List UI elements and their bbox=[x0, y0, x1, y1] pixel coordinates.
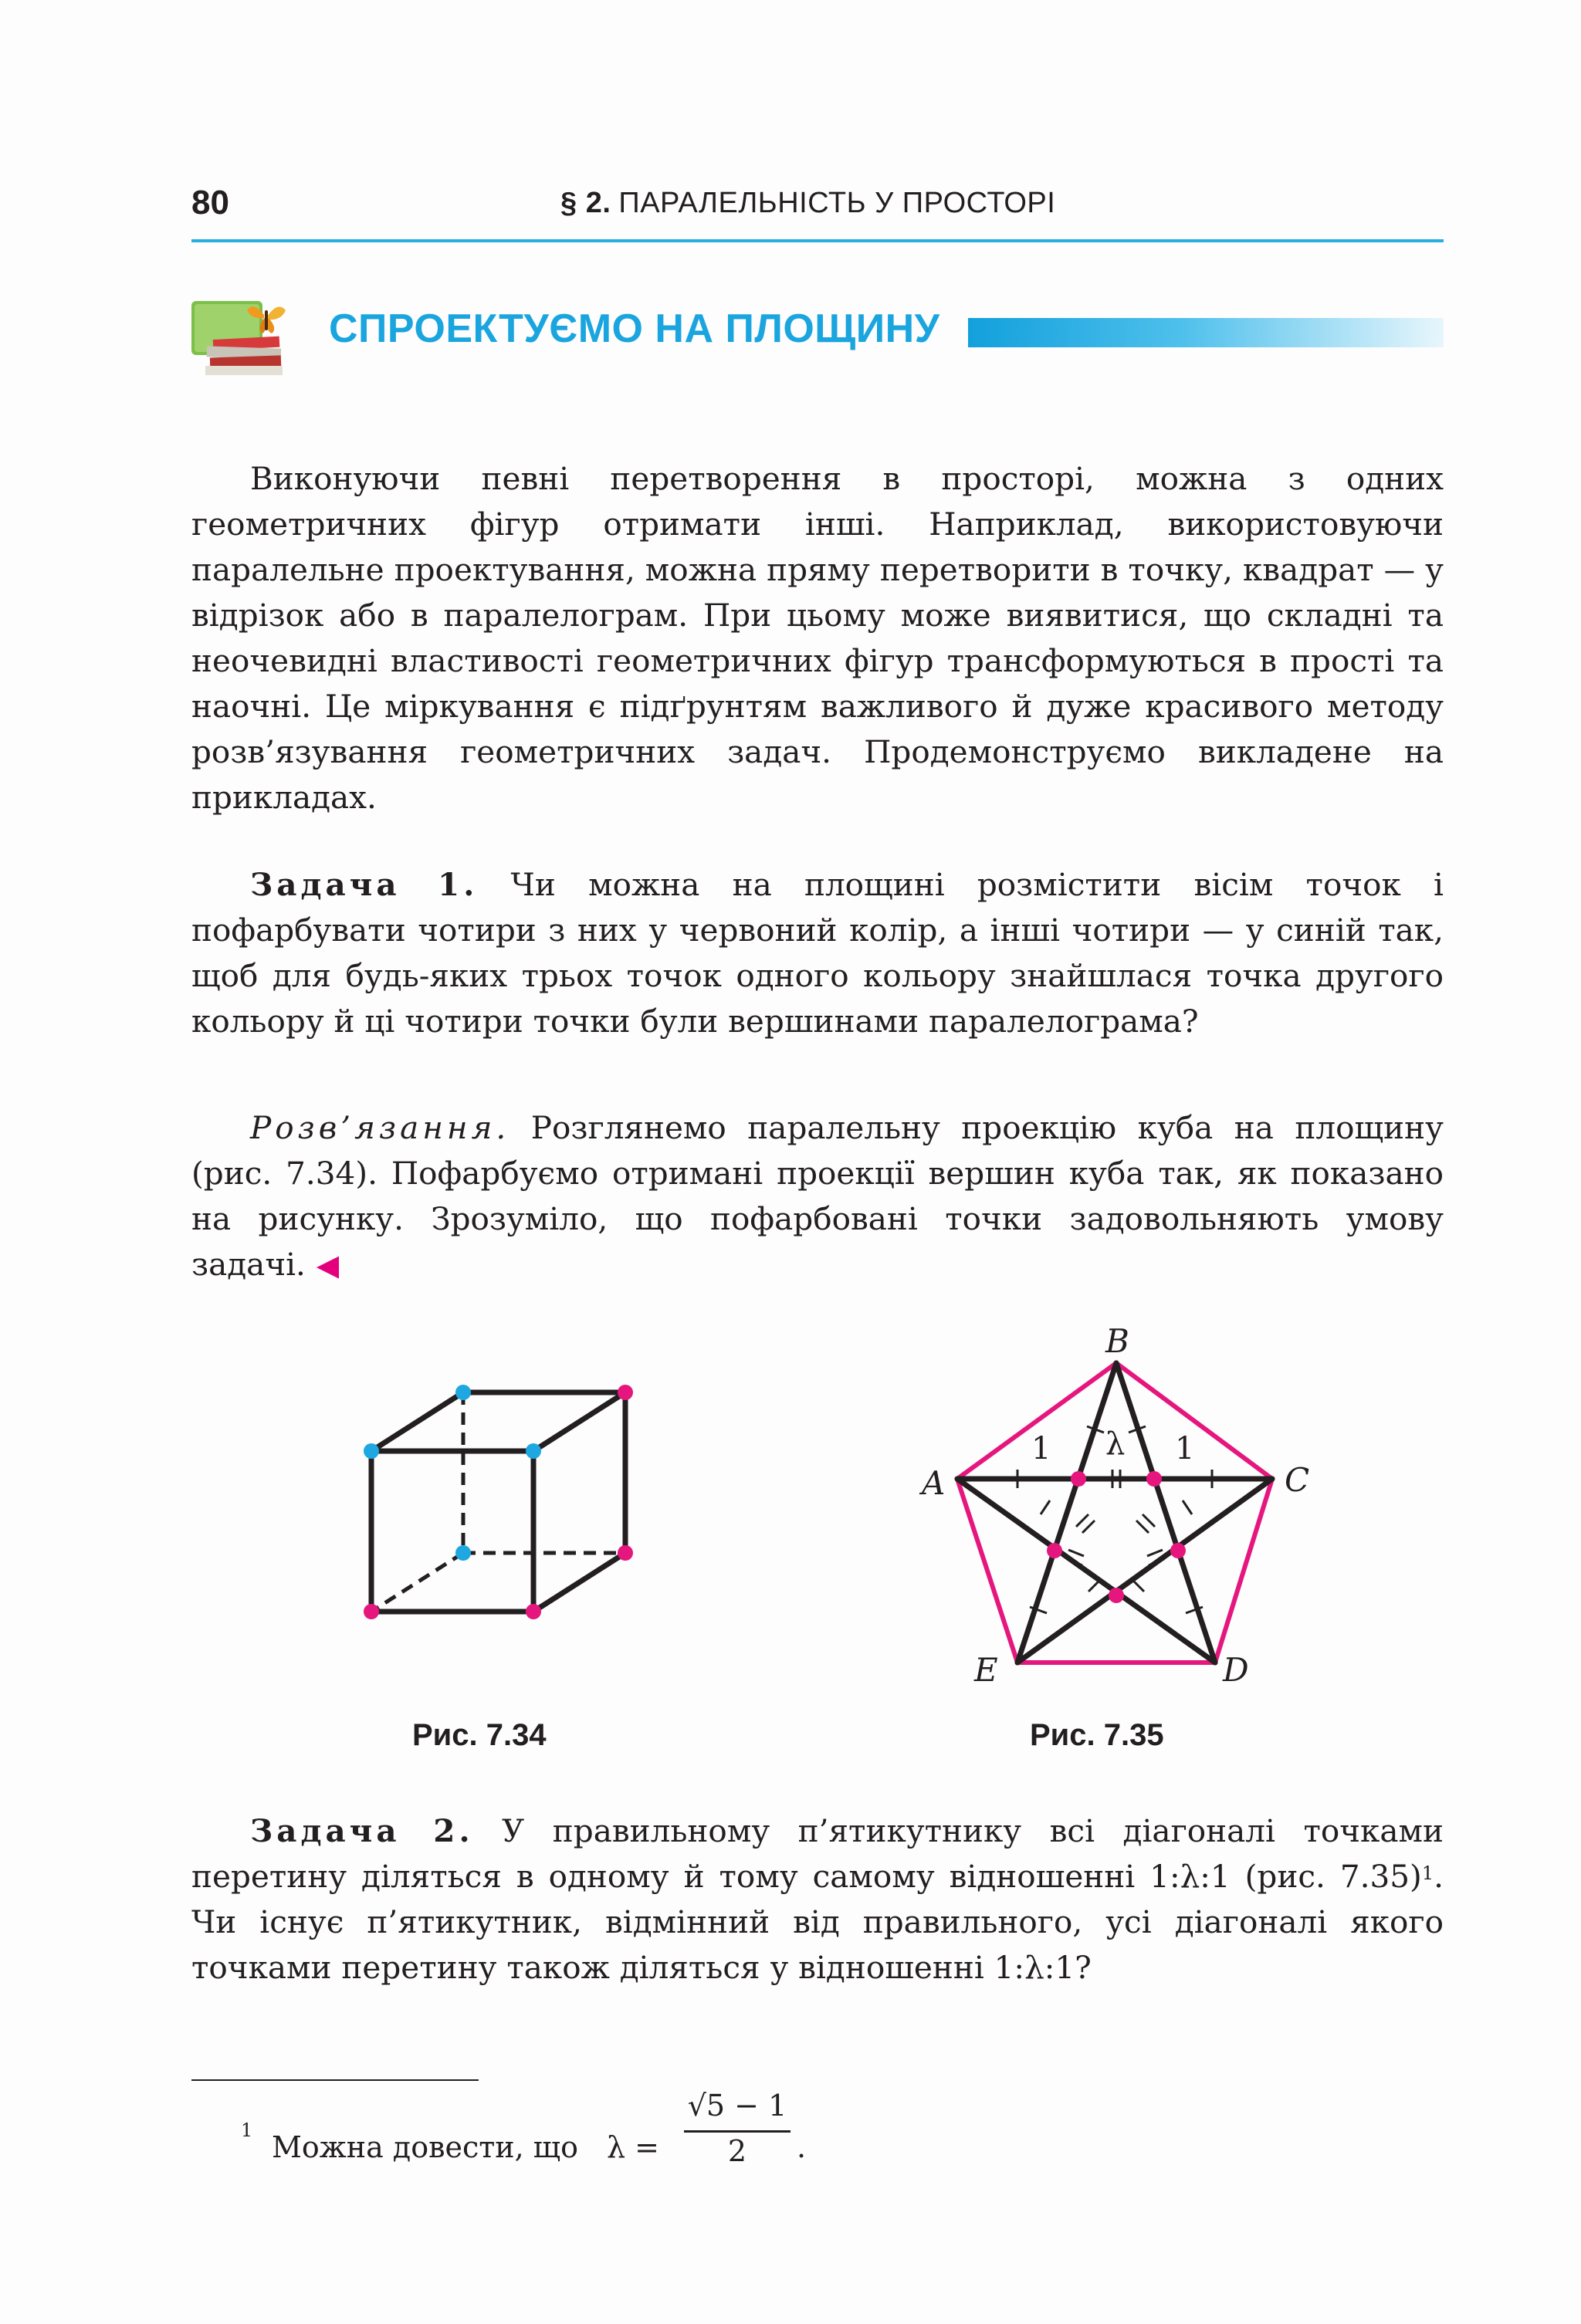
section-title-bar bbox=[968, 318, 1444, 347]
problem2-label: Задача 2. bbox=[250, 1812, 474, 1849]
red-point bbox=[618, 1385, 633, 1400]
problem1-text: Чи можна на площині розмістити вісім точок і пофарбувати чотири з них у червоний колір, а інші чотири — у синій так, щоб для будь-яких трьох точок одного кольору знайшлася точка другого кольору й ці чотири точки були вершинами паралелограма? bbox=[191, 866, 1444, 1040]
intersection-point bbox=[1071, 1471, 1086, 1487]
solution1-paragraph bbox=[191, 1105, 1444, 1288]
fraction-denominator: 2 bbox=[727, 2134, 747, 2168]
header-rule bbox=[191, 239, 1444, 242]
cube-edge bbox=[533, 1553, 625, 1612]
intersection-point bbox=[1146, 1471, 1162, 1487]
segment-label-middle: λ bbox=[1105, 1426, 1126, 1462]
page-header bbox=[191, 184, 1444, 245]
intro-text: Виконуючи певні перетворення в просторі, можна з одних геометричних фігур отримати інші. Наприклад, використовуючи паралельне проектування, можна пряму перетворити в точку, квадрат — у відрізок або в паралелограм. При цьому може виявитися, що складні та неочевидні властивості геометричних фігур трансформуються в прості та наочні. Це міркування є підґрунтям важливого й дуже красивого методу розв’язування геометричних задач. Продемонструємо викладене на прикладах. bbox=[191, 460, 1444, 816]
cube-hidden-edge bbox=[371, 1553, 463, 1612]
vertex-label-e: E bbox=[974, 1651, 998, 1689]
fraction-numerator: √5 − 1 bbox=[687, 2089, 787, 2123]
tick-mark bbox=[1068, 1550, 1084, 1556]
diagonal-be bbox=[1017, 1363, 1116, 1663]
running-title-text: ПАРАЛЕЛЬНІСТЬ У ПРОСТОРІ bbox=[618, 187, 1056, 219]
figure-7-35-caption: Рис. 7.35 bbox=[1030, 1718, 1164, 1752]
blue-point bbox=[526, 1443, 541, 1459]
solution1-label: Розв’язання. bbox=[250, 1109, 510, 1146]
figure-7-34-cube bbox=[340, 1366, 664, 1636]
problem2-text-a: У правильному п’ятикутнику всі діагоналі точками перетину діляться в одному й тому самому відношенні 1:λ:1 (рис. 7.35) bbox=[191, 1812, 1444, 1895]
diagonal-ce bbox=[1017, 1479, 1272, 1663]
footnote-text: Можна довести, що bbox=[272, 2130, 578, 2164]
tick-mark bbox=[1082, 1521, 1095, 1533]
vertex-label-a: A bbox=[922, 1464, 946, 1502]
footnote-fraction bbox=[679, 2089, 795, 2168]
vertex-label-b: B bbox=[1105, 1322, 1129, 1360]
tick-mark bbox=[1183, 1500, 1192, 1514]
red-point bbox=[618, 1545, 633, 1561]
section-title: СПРОЕКТУЄМО НА ПЛОЩИНУ bbox=[329, 306, 940, 351]
blue-point bbox=[455, 1545, 471, 1561]
tick-mark bbox=[1088, 1579, 1101, 1592]
solution1-text: Розглянемо паралельну проекцію куба на площину (рис. 7.34). Пофарбуємо отримані проекції вершин куба так, як показано на рисунку. Зрозуміло, що пофарбовані точки задовольняють умову задачі. bbox=[191, 1109, 1444, 1283]
problem2-paragraph bbox=[191, 1808, 1444, 1991]
tick-mark bbox=[1136, 1521, 1149, 1533]
footnote-lambda: λ = bbox=[607, 2130, 660, 2164]
figure-7-34-caption: Рис. 7.34 bbox=[412, 1718, 547, 1752]
problem2-text-b: . Чи існує п’ятикутник, відмінний від правильного, усі діагоналі якого точками перетину також діляться у відношенні 1:λ:1? bbox=[191, 1858, 1444, 1986]
segment-label-right: 1 bbox=[1175, 1431, 1195, 1466]
footnote-reference: 1 bbox=[1421, 1862, 1434, 1884]
books-with-butterfly-icon bbox=[190, 296, 289, 380]
diagonal-ad bbox=[957, 1479, 1215, 1663]
blue-point bbox=[364, 1443, 379, 1459]
end-of-solution-marker: ◀ bbox=[316, 1248, 340, 1282]
footnote-end: . bbox=[797, 2130, 807, 2164]
cube-edge bbox=[533, 1392, 625, 1451]
blue-point bbox=[455, 1385, 471, 1400]
cube-edge bbox=[371, 1392, 463, 1451]
tick-mark bbox=[1076, 1514, 1088, 1527]
segment-label-left: 1 bbox=[1031, 1431, 1051, 1466]
tick-mark bbox=[1147, 1550, 1163, 1556]
intersection-point bbox=[1047, 1543, 1062, 1558]
figure-7-35-pentagon bbox=[911, 1312, 1328, 1698]
problem1-paragraph bbox=[191, 862, 1444, 1044]
section-mark: § 2. bbox=[560, 187, 611, 219]
intro-paragraph bbox=[191, 456, 1444, 820]
footnote bbox=[241, 2089, 936, 2217]
fraction-bar bbox=[684, 2130, 790, 2133]
footnote-rule bbox=[191, 2079, 479, 2081]
page-number: 80 bbox=[191, 184, 229, 222]
vertex-label-d: D bbox=[1223, 1651, 1249, 1689]
red-point bbox=[526, 1604, 541, 1619]
diagonal-bd bbox=[1116, 1363, 1215, 1663]
footnote-mark: 1 bbox=[241, 2119, 253, 2141]
intersection-point bbox=[1109, 1588, 1124, 1603]
running-title bbox=[560, 187, 1055, 220]
tick-mark bbox=[1041, 1500, 1050, 1514]
tick-mark bbox=[1132, 1579, 1144, 1592]
tick-mark bbox=[1143, 1514, 1155, 1527]
intersection-point bbox=[1170, 1543, 1186, 1558]
red-point bbox=[364, 1604, 379, 1619]
vertex-label-c: C bbox=[1285, 1461, 1310, 1499]
problem1-label: Задача 1. bbox=[250, 866, 479, 903]
